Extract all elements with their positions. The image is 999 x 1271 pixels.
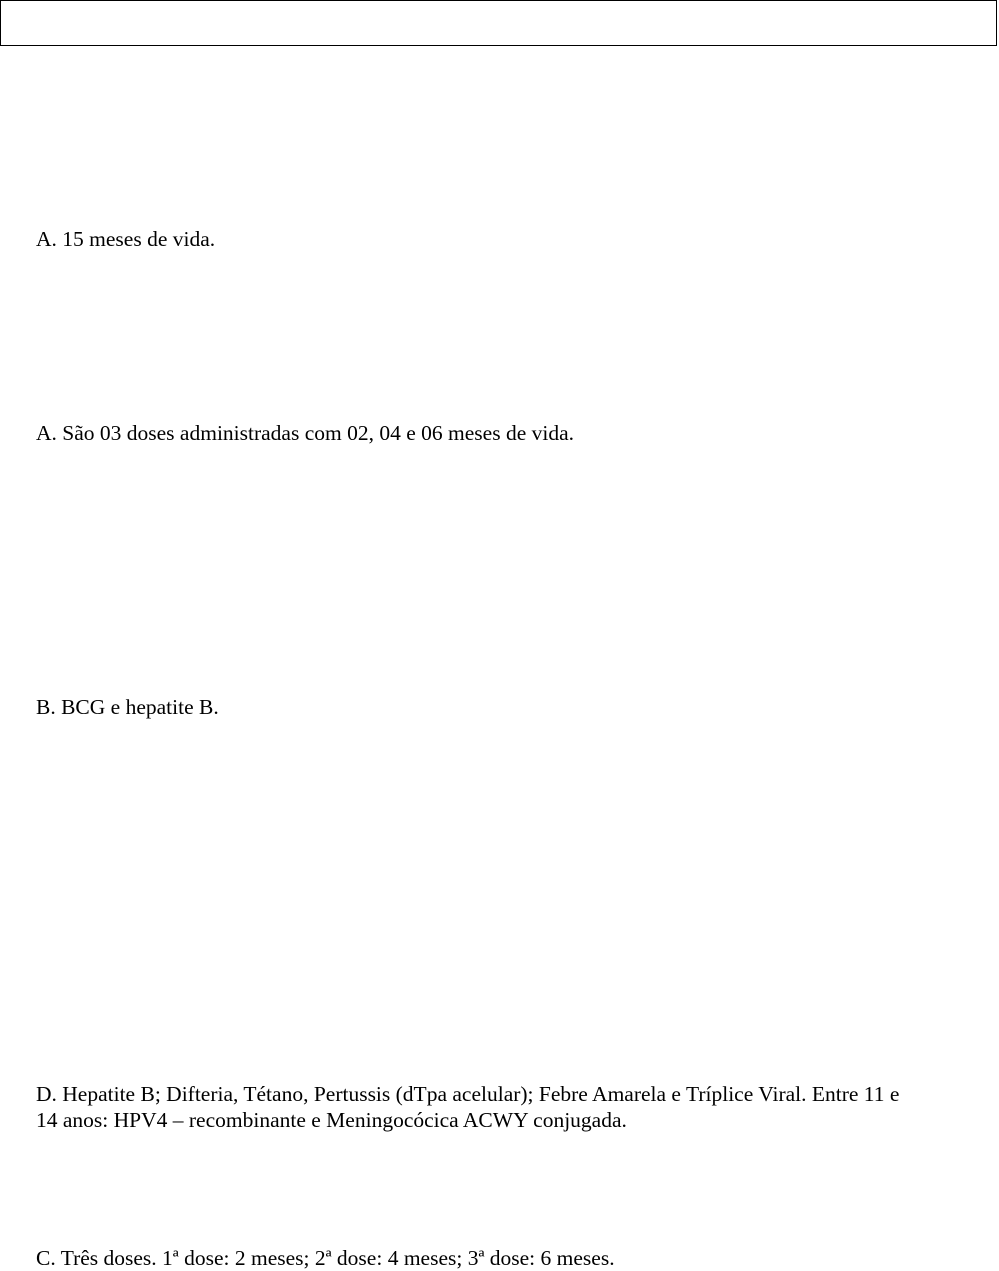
answer-line: B. BCG e hepatite B. (36, 695, 219, 719)
answer-line: 14 anos: HPV4 – recombinante e Meningocócica ACWY conjugada. (36, 1108, 627, 1132)
answer-line: C. Três doses. 1ª dose: 2 meses; 2ª dose: 4 meses; 3ª dose: 6 meses. (36, 1246, 615, 1270)
answer-line: A. 15 meses de vida. (36, 227, 216, 251)
answer-5 (36, 1245, 615, 1271)
answer-4 (36, 1081, 899, 1133)
header-box (0, 0, 997, 46)
answer-1 (36, 226, 215, 252)
answer-3 (36, 694, 219, 720)
answer-2 (36, 420, 574, 446)
answer-line: A. São 03 doses administradas com 02, 04 e 06 meses de vida. (36, 421, 575, 445)
answer-line: D. Hepatite B; Difteria, Tétano, Pertussis (dTpa acelular); Febre Amarela e Tríplice Viral. Entre 11 e (36, 1082, 900, 1106)
